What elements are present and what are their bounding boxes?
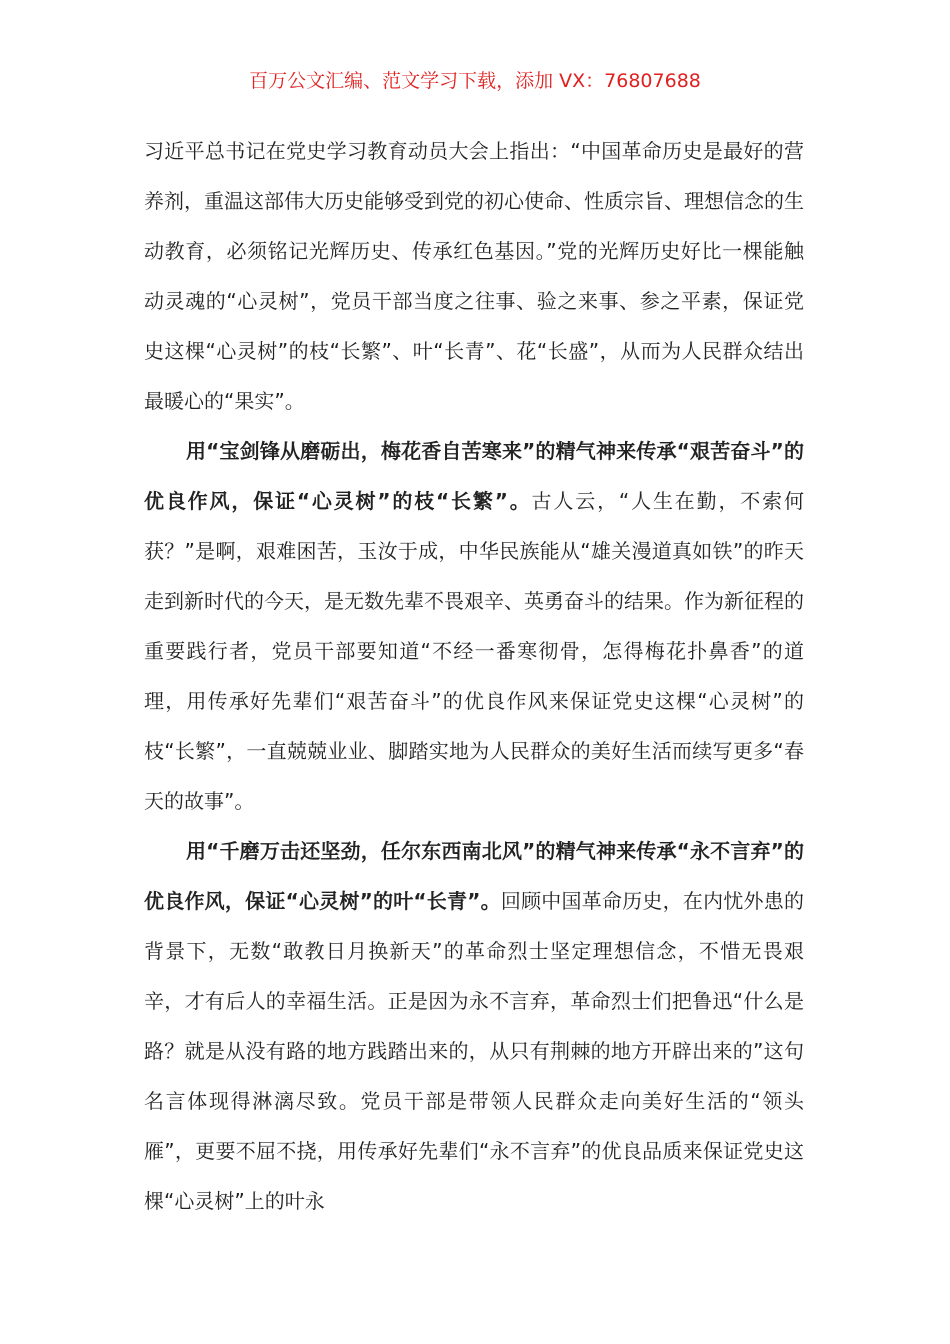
- paragraph-heading: 用“宝剑锋从磨砺出，梅花香自苦寒来”的精气神来传承“艰苦奋斗”的优良作风，保证“心灵树”的枝“长繁”。: [144, 439, 804, 513]
- document-body: [144, 126, 804, 1226]
- paragraph-text: 习近平总书记在党史学习教育动员大会上指出：“中国革命历史是最好的营养剂，重温这部伟大历史能够受到党的初心使命、性质宗旨、理想信念的生动教育，必须铭记光辉历史、传承红色基因。”党的光辉历史好比一棵能触动灵魂的“心灵树”，党员干部当度之往事、验之来事、参之平素，保证党史这棵“心灵树”的枝“长繁”、叶“长青”、花“长盛”，从而为人民群众结出最暖心的“果实”。: [144, 139, 804, 413]
- paragraph-never-give-up: [144, 826, 804, 1226]
- promo-banner: 百万公文汇编、范文学习下载，添加 VX：76807688: [249, 70, 701, 92]
- paragraph-intro: [144, 126, 804, 426]
- paragraph-heading: 用“千磨万击还坚劲，任尔东西南北风”的精气神来传承“永不言弃”的优良作风，保证“心灵树”的叶“长青”。: [144, 839, 804, 913]
- paragraph-text: 古人云，“人生在勤，不索何获？”是啊，艰难困苦，玉汝于成，中华民族能从“雄关漫道真如铁”的昨天走到新时代的今天，是无数先辈不畏艰辛、英勇奋斗的结果。作为新征程的重要践行者，党员干部要知道“不经一番寒彻骨，怎得梅花扑鼻香”的道理，用传承好先辈们“艰苦奋斗”的优良作风来保证党史这棵“心灵树”的枝“长繁”，一直兢兢业业、脚踏实地为人民群众的美好生活而续写更多“春天的故事”。: [144, 489, 804, 813]
- paragraph-text: 回顾中国革命历史，在内忧外患的背景下，无数“敢教日月换新天”的革命烈士坚定理想信念，不惜无畏艰辛，才有后人的幸福生活。正是因为永不言弃，革命烈士们把鲁迅“什么是路？就是从没有路的地方践踏出来的，从只有荆棘的地方开辟出来的”这句名言体现得淋漓尽致。党员干部是带领人民群众走向美好生活的“领头雁”，更要不屈不挠，用传承好先辈们“永不言弃”的优良品质来保证党史这棵“心灵树”上的叶永: [144, 889, 805, 1213]
- paragraph-hard-work: [144, 426, 804, 826]
